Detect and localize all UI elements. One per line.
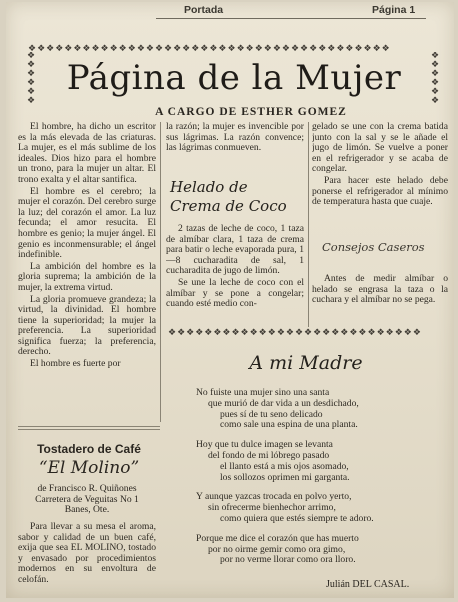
poem-line: No fuiste una mujer sino una santa [196, 387, 330, 398]
poem-line: sin ofrecerme bienhechor arrimo, [208, 502, 336, 514]
article-paragraph: El hombre es fuerte por [30, 358, 121, 370]
poem-line: del fondo de mi lóbrego pasado [208, 449, 330, 461]
poem-line: que murió de dar vida a un desdichado, [208, 397, 359, 409]
section-label: Portada [184, 4, 224, 16]
poem-stanza [170, 440, 446, 483]
poem-title: A mi Madre [249, 352, 363, 374]
poem-line: por no verme llorar como ora lloro. [220, 554, 356, 566]
ornament-border-right: ❖ ❖ ❖ ❖ ❖ ❖ [430, 52, 440, 106]
ad-divider [18, 426, 160, 427]
article-paragraph: La gloria promueve grandeza; la virtud, la divinidad. El hombre tiene la superioridad; la mujer la preferencia. La superioridad significa fuerza; la preferencia, derecho. [18, 293, 156, 358]
poem-line: Hoy que tu dulce imagen se levanta [196, 439, 333, 451]
consejos-title: Consejos Caseros [322, 240, 425, 254]
ad-address-line: Banes, Ote. [64, 504, 110, 516]
newspaper-page [6, 2, 454, 598]
recipe-continuation: gelado se une con la crema batida junto con la sal y se le añade el jugo de limón. Se vuelve a poner en el refrigerador y se acaba de congelar. [312, 122, 448, 175]
poem-line: como quiera que estés siempre te adoro. [220, 512, 374, 524]
ad-address [18, 484, 156, 516]
ad-paragraph: Para llevar a su mesa el aroma, sabor y calidad de un buen café, exija que sea EL MOLINO, tostado y envasado por procedimientos modernos en su envoltura de celofán. [18, 522, 156, 585]
ad-brand-name: “El Molino” [38, 458, 140, 478]
poem-line: el llanto está a mis ojos asomado, [220, 460, 349, 472]
recipe-continuation: Para hacer este helado debe ponerse el refrigerador al mínimo de temperatura hasta que cuaje. [312, 174, 448, 208]
article-column-1 [18, 122, 156, 422]
running-header [6, 4, 454, 20]
recipe-body [166, 224, 304, 324]
poem-line: los sollozos oprimen mi garganta. [220, 471, 350, 483]
article-paragraph: El hombre es el cerebro; la mujer el corazón. Del cerebro surge la luz; del corazón el amor. La luz fecunda; el amor resucita. El hombre es genio; la mujer ángel. El genio es inconmensurable; el ángel indefinible. [18, 185, 156, 261]
byline: A CARGO DE ESTHER GOMEZ [155, 106, 347, 118]
article-paragraph: La ambición del hombre es la gloria suprema; la ambición de la mujer, la extrema virtud. [18, 260, 156, 293]
poem-stanza [170, 534, 446, 566]
ornament-border-top: ❖❖❖❖❖❖❖❖❖❖❖❖❖❖❖❖❖❖❖❖❖❖❖❖❖❖❖❖❖❖❖❖❖❖❖❖❖❖❖❖ [28, 44, 391, 54]
column-divider [308, 122, 309, 327]
ornament-border-left: ❖ ❖ ❖ ❖ ❖ ❖ [26, 52, 36, 106]
recipe-title [170, 178, 300, 216]
poem-line: Porque me dice el corazón que has muerto [196, 532, 359, 544]
poem-body [170, 388, 446, 575]
poem-stanza [170, 388, 446, 431]
ad-title: Tostadero de Café [37, 442, 141, 456]
ad-address-line: de Francisco R. Quiñones [37, 483, 137, 494]
ad-body [18, 522, 156, 598]
column-divider [160, 122, 161, 422]
recipe-paragraph: 2 tazas de leche de coco, 1 taza de almíbar clara, 1 taza de crema para batir o leche evaporada pura, 1—8 cucharadita de sal, 1 cucharadita de jugo de limón. [166, 224, 304, 277]
article-column-2 [166, 122, 304, 168]
page-title: Página de la Mujer [66, 58, 402, 98]
ad-divider [18, 429, 160, 430]
recipe-title-line-1: Helado de [170, 178, 248, 196]
poem-line: pues sí de tu seno delicado [220, 408, 323, 420]
recipe-title-line-2: Crema de Coco [170, 197, 287, 215]
article-continuation: la razón; la mujer es invencible por sus lágrimas. La razón convence; las lágrimas conmueven. [166, 122, 304, 154]
consejos-paragraph: Antes de medir almíbar o helado se engrasa la taza o la cuchara y el almíbar no se pega. [312, 274, 448, 306]
poem-line: Y aunque yazcas trocada en polvo yerto, [196, 491, 352, 503]
page-number-label: Página 1 [372, 4, 416, 16]
header-rule [156, 18, 426, 19]
recipe-paragraph: Se une la leche de coco con el almíbar y se pone a congelar; cuando esté medio con- [166, 276, 304, 310]
ornament-border-poem: ❖❖❖❖❖❖❖❖❖❖❖❖❖❖❖❖❖❖❖❖❖❖❖❖❖❖❖❖ [168, 328, 422, 338]
poem-line: como sale una espina de una planta. [220, 419, 358, 431]
ad-address-line: Carretera de Veguitas No 1 [35, 493, 139, 505]
poem-author: Julián DEL CASAL. [326, 579, 410, 590]
consejos-body [312, 274, 448, 326]
poem-line: por no oirme gemir como ora gimo, [208, 543, 346, 555]
poem-stanza [170, 492, 446, 524]
article-paragraph: El hombre, ha dicho un escritor es la más elevada de las criaturas. La mujer, es el más sublime de los ideales. Dios hizo para el hombre un trono, para la mujer un altar. El trono exalta y el altar santifica. [18, 122, 156, 185]
